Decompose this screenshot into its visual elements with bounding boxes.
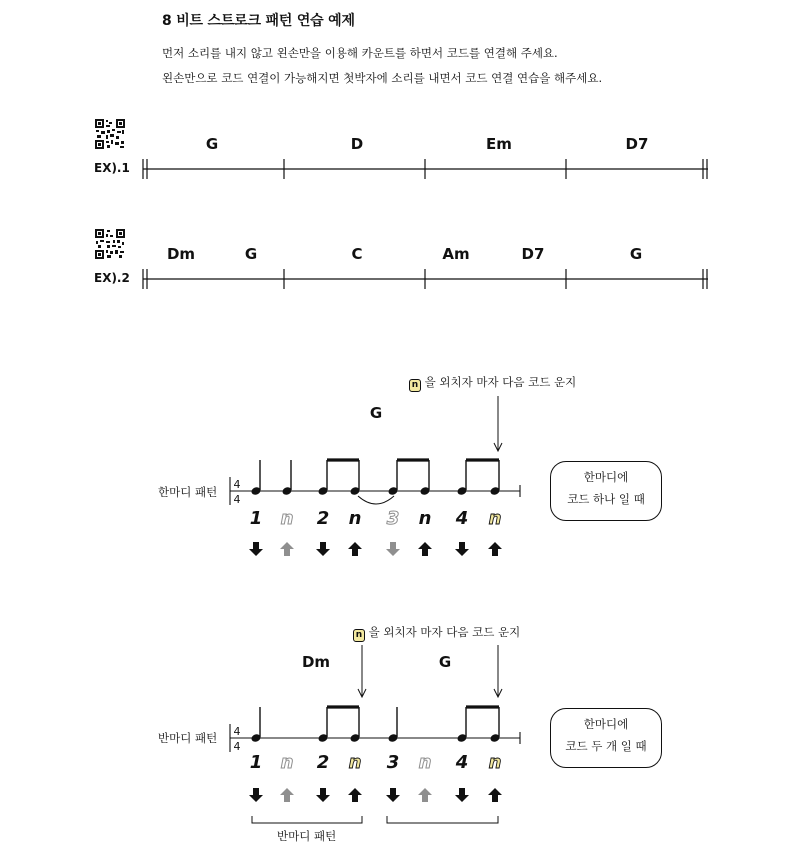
diagram2-time-sig-bottom: 4 bbox=[233, 740, 241, 753]
bubble-line-2: 코드 두 개 일 때 bbox=[565, 739, 647, 753]
ex2-chord-2: G bbox=[244, 245, 258, 263]
diagram1-chord: G bbox=[369, 404, 383, 422]
diagram1-arrow-down-4 bbox=[386, 542, 400, 556]
bubble-line-1: 한마디에 bbox=[583, 717, 629, 731]
diagram2-arrow-down-2 bbox=[316, 788, 330, 802]
diagram1-arrow-up-7 bbox=[488, 542, 502, 556]
diagram2-arrow-up-1 bbox=[280, 788, 294, 802]
instruction-1: 먼저 소리를 내지 않고 왼손만을 이용해 카운트를 하면서 코드를 연결해 주세요. bbox=[162, 46, 558, 60]
ex2-chord-3: C bbox=[351, 245, 363, 263]
diagram1-count-7: n bbox=[488, 508, 502, 529]
diagram1-count-3: n bbox=[348, 508, 362, 529]
bubble-line-1: 한마디에 bbox=[583, 470, 629, 484]
ex1-chord-4: D7 bbox=[625, 135, 649, 153]
diagram2-count-2: 2 bbox=[316, 752, 330, 773]
diagram1-tie bbox=[358, 496, 394, 504]
diagram1-time-sig-bottom: 4 bbox=[233, 493, 241, 506]
diagram1-time-sig-top: 4 bbox=[233, 478, 241, 491]
ex1-chord-3: Em bbox=[486, 135, 512, 153]
ex2-chord-5: D7 bbox=[521, 245, 545, 263]
bracket-right bbox=[387, 816, 498, 823]
diagram1-note-text: 을 외치자 마자 다음 코드 운지 bbox=[424, 375, 577, 389]
diagram1-arrow-up-3 bbox=[348, 542, 362, 556]
ex1-chord-2: D bbox=[350, 135, 364, 153]
bracket-label: 반마디 패턴 bbox=[277, 829, 337, 843]
diagram2-chord-1: Dm bbox=[301, 653, 331, 671]
diagram2-note-text: 을 외치자 마자 다음 코드 운지 bbox=[368, 625, 521, 639]
diagram2-arrow-down-0 bbox=[249, 788, 263, 802]
diagram2-time-sig-top: 4 bbox=[233, 725, 241, 738]
diagram2-count-4: 3 bbox=[386, 752, 400, 773]
diagram1-arrow-up-1 bbox=[280, 542, 294, 556]
n-symbol-icon: n bbox=[353, 629, 365, 642]
diagram2-arrow-up-5 bbox=[418, 788, 432, 802]
example-1-label: EX).1 bbox=[94, 161, 130, 175]
diagram2-count-0: 1 bbox=[249, 752, 263, 773]
diagram1-count-6: 4 bbox=[455, 508, 469, 529]
diagram1-count-2: 2 bbox=[316, 508, 330, 529]
diagram2-pattern-label: 반마디 패턴 bbox=[158, 731, 218, 745]
instruction-2: 왼손만으로 코드 연결이 가능해지면 첫박자에 소리를 내면서 코드 연결 연습을 해주세요. bbox=[162, 71, 603, 85]
diagram1-arrow-down-2 bbox=[316, 542, 330, 556]
ex1-chord-1: G bbox=[205, 135, 219, 153]
diagram2-count-5: n bbox=[418, 752, 432, 773]
ex2-chord-6: G bbox=[629, 245, 643, 263]
n-symbol-icon: n bbox=[409, 379, 421, 392]
bracket-left bbox=[252, 816, 362, 823]
diagram1-count-4: 3 bbox=[386, 508, 400, 529]
diagram2-chord-2: G bbox=[438, 653, 452, 671]
example-2-label: EX).2 bbox=[94, 271, 130, 285]
bubble-line-2: 코드 하나 일 때 bbox=[567, 492, 645, 506]
diagram2-count-6: 4 bbox=[455, 752, 469, 773]
page-title: 8 비트 스트로크 패턴 연습 예제 bbox=[162, 13, 355, 29]
diagram1-arrow-up-5 bbox=[418, 542, 432, 556]
diagram1-count-1: n bbox=[280, 508, 294, 529]
diagram2-arrow-down-6 bbox=[455, 788, 469, 802]
diagram2-arrow-down-4 bbox=[386, 788, 400, 802]
ex2-chord-4: Am bbox=[442, 245, 470, 263]
diagram1-count-5: n bbox=[418, 508, 432, 529]
diagram1-arrow-down-6 bbox=[455, 542, 469, 556]
diagram1-arrow-down-0 bbox=[249, 542, 263, 556]
diagram1-count-0: 1 bbox=[249, 508, 263, 529]
diagram1-pattern-label: 한마디 패턴 bbox=[158, 485, 218, 499]
diagram2-count-1: n bbox=[280, 752, 294, 773]
diagram2-arrow-up-3 bbox=[348, 788, 362, 802]
diagram2-arrow-up-7 bbox=[488, 788, 502, 802]
diagram2-count-3: n bbox=[348, 752, 362, 773]
diagram2-count-7: n bbox=[488, 752, 502, 773]
ex2-chord-1: Dm bbox=[166, 245, 196, 263]
